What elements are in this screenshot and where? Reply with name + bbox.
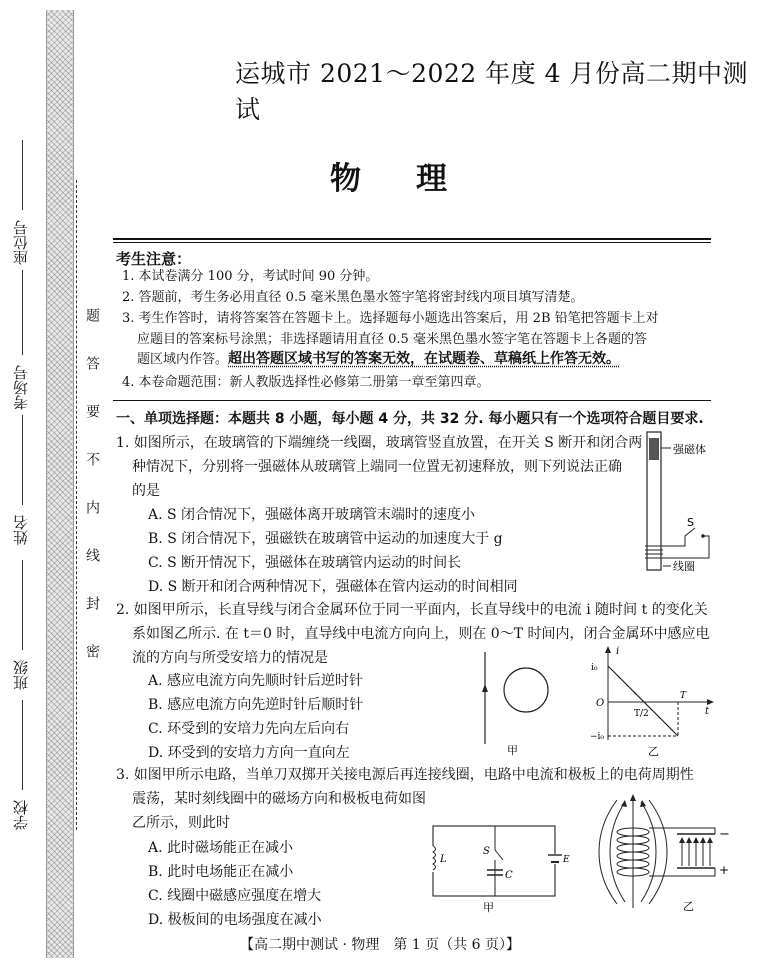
q1-option-b: B. S 闭合情况下，强磁铁在玻璃管中运动的加速度大于 g — [148, 531, 503, 547]
notice-item: 2. 答题前，考生务必用直径 0.5 毫米黑色墨水签字笔将密封线内项目填写清楚。 — [122, 290, 584, 305]
t-full-label: T — [680, 691, 687, 701]
q2-option-a: A. 感应电流方向先顺时针后逆时针 — [148, 673, 364, 689]
inductor-coil — [429, 846, 437, 872]
q3-option-c: C. 线圈中磁感应强度在增大 — [148, 888, 322, 904]
q2-line: 系如图乙所示. 在 t＝0 时，直导线中电流方向向上，则在 0～T 时间内，闭合金属环中感应电 — [132, 626, 710, 642]
name-field: 姓名 — [12, 515, 30, 545]
seal-char: 密 — [84, 644, 100, 658]
seal-char: 题 — [84, 308, 100, 322]
q2-option-b: B. 感应电流方向先逆时针后顺时针 — [148, 697, 364, 713]
notice-emphasis: 超出答题区域书写的答案无效，在试题卷、草稿纸上作答无效。 — [228, 351, 621, 367]
blank-line — [22, 140, 24, 210]
q2-figure-jia — [470, 646, 560, 756]
field-arrowheads — [679, 837, 713, 843]
axis-arrow-icon — [707, 699, 714, 705]
t-half-label: T/2 — [634, 709, 649, 719]
notice-item: 1. 本试卷满分 100 分，考试时间 90 分钟。 — [122, 269, 379, 284]
notice-item-text: 题区域内作答。 — [137, 352, 229, 367]
figure-label-yi: 乙 — [648, 745, 659, 758]
seal-char: 答 — [84, 356, 100, 370]
wire-bottom — [649, 868, 715, 876]
figure-label-yi: 乙 — [683, 900, 694, 913]
t-axis-label: t — [705, 706, 710, 717]
q2-figure-yi — [590, 644, 720, 759]
switch-wire — [663, 528, 695, 546]
origin-label: O — [596, 698, 605, 709]
binding-strip — [46, 10, 74, 958]
q2-option-d: D. 环受到的安培力方向一直向左 — [148, 745, 350, 761]
subject-title: 物理 — [330, 161, 502, 197]
battery-label: E — [563, 855, 570, 865]
notice-item: 3. 考生作答时，请将答案答在答题卡上。选择题每小题选出答案后，用 2B 铅笔把答题卡上对 — [122, 311, 659, 326]
switch-contact — [701, 534, 705, 538]
capacitor-label: C — [505, 870, 513, 881]
class-field: 班级 — [12, 660, 30, 690]
neg-i0-label: −i₀ — [590, 732, 605, 742]
q3-line: 震荡，某时刻线圈中的磁场方向和极板电荷如图 — [132, 791, 426, 807]
circuit-frame — [433, 826, 555, 896]
q3-figure-yi — [585, 792, 735, 914]
blank-line — [22, 270, 24, 355]
switch-gap — [491, 850, 499, 860]
q2-line: 流的方向与所受安培力的情况是 — [132, 650, 328, 666]
school-field: 学校 — [12, 800, 30, 830]
notice-item: 应题目的答案标号涂黑；非选择题请用直径 0.5 毫米黑色墨水签字笔在答题卡上各题的答 — [137, 332, 647, 347]
q1-line: 种情况下，分别将一强磁体从玻璃管上端同一位置无初速释放，则下列说法正确 — [132, 459, 622, 475]
notice-item-line — [137, 349, 620, 370]
q1-option-a: A. S 闭合情况下，强磁体离开玻璃管末端时的速度小 — [148, 507, 476, 523]
section-heading: 一、单项选择题：本题共 8 小题，每小题 4 分，共 32 分. 每小题只有一个选项符合题目要求. — [116, 411, 704, 427]
q1-option-d: D. S 断开和闭合两种情况下，强磁体在管内运动的时间相同 — [148, 579, 518, 595]
seat-number-field: 座位号 — [12, 220, 30, 265]
plus-sign: + — [719, 863, 730, 877]
coil-shape — [645, 546, 663, 558]
switch-label: S — [687, 516, 694, 529]
figure-label-jia: 甲 — [483, 901, 494, 913]
exam-title: 运城市 2021～2022 年度 4 月份高二期中测试 — [235, 59, 748, 124]
electric-field-arrows — [682, 840, 710, 866]
divider — [113, 242, 711, 243]
blank-line — [22, 700, 24, 790]
notice-heading: 考生注意： — [116, 250, 192, 268]
exam-room-field: 考场号 — [12, 365, 30, 410]
q1-line: 1. 如图所示，在玻璃管的下端缠绕一线圈，玻璃管竖直放置，在开关 S 断开和闭合两 — [116, 435, 643, 451]
q2-line: 2. 如图甲所示，长直导线与闭合金属环位于同一平面内，长直导线中的电流 i 随时间 t 的变化关 — [116, 602, 708, 618]
q3-option-a: A. 此时磁场能正在减小 — [148, 840, 294, 856]
q3-line: 乙所示，则此时 — [132, 815, 230, 831]
q3-option-d: D. 极板间的电场强度在减小 — [148, 912, 322, 928]
metal-ring — [504, 668, 548, 712]
i0-label: i₀ — [591, 663, 598, 673]
notice-item: 4. 本卷命题范围：新人教版选择性必修第二册第一章至第四章。 — [122, 375, 490, 390]
q3-figure-jia — [425, 818, 570, 913]
current-arrow-up-icon — [482, 684, 488, 692]
field-arrow-icon — [630, 794, 636, 801]
page-footer: 【高二期中测试 · 物理 第 1 页（共 6 页）】 — [240, 937, 520, 953]
minus-sign: − — [719, 827, 730, 842]
coil-label: 线圈 — [673, 560, 695, 573]
seal-char: 不 — [84, 452, 100, 466]
seal-line — [76, 180, 78, 830]
seal-char: 内 — [84, 500, 100, 514]
blank-line — [22, 560, 24, 650]
divider — [113, 238, 711, 240]
magnet-label: 强磁体 — [673, 443, 706, 456]
figure-label-jia: 甲 — [507, 744, 518, 756]
seal-char: 封 — [84, 596, 100, 610]
inductor-label: L — [440, 854, 447, 865]
q1-option-c: C. S 断开情况下，强磁体在玻璃管内运动的时间长 — [148, 555, 462, 571]
field-arrow-icon — [621, 800, 627, 807]
q1-figure — [625, 428, 755, 578]
divider — [113, 400, 711, 401]
return-wire — [663, 536, 709, 558]
seal-char: 线 — [84, 548, 100, 562]
q3-line: 3. 如图甲所示电路，当单刀双掷开关接电源后再连接线圈，电路中电流和极板上的电荷周期性 — [116, 767, 694, 783]
q2-option-c: C. 环受到的安培力先向左后向右 — [148, 721, 350, 737]
switch-label: S — [483, 846, 490, 857]
seal-char: 要 — [84, 404, 100, 418]
blank-line — [22, 415, 24, 505]
magnet-shape — [649, 438, 659, 460]
q1-line: 的是 — [132, 483, 160, 499]
current-line — [608, 666, 678, 736]
i-axis-label: i — [616, 646, 620, 657]
field-arrow-icon — [640, 800, 646, 807]
axis-arrow-icon — [605, 646, 611, 653]
q3-option-b: B. 此时电场能正在减小 — [148, 864, 294, 880]
wire-top — [649, 828, 715, 834]
